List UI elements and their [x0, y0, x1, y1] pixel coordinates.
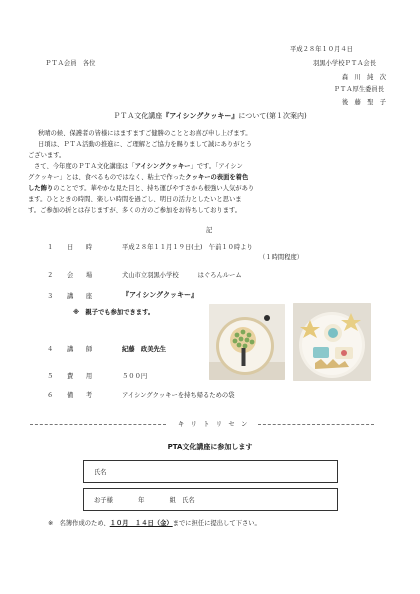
child-info-field[interactable]	[83, 488, 338, 511]
sender-line-4: 後 藤 聖 子	[341, 99, 386, 106]
sender-line-2: 森 川 純 次	[341, 74, 386, 81]
intro-line-3	[28, 183, 400, 194]
intro-line-2	[28, 172, 400, 183]
detail-value-date: 平成２８年１１月１９日(土) 午前１０時より	[122, 244, 253, 251]
detail-num-6: ６	[47, 392, 54, 399]
detail-value-cost: ５００円	[122, 373, 148, 380]
intro-bold-surface: クッキーの表面を着色	[185, 174, 249, 181]
document-title	[0, 111, 420, 121]
detail-num-2: ２	[47, 272, 54, 279]
footer-prefix: ※ 名簿作成のため、	[48, 520, 110, 527]
detail-label-venue: 会 場	[67, 272, 93, 279]
title-highlight: 『アイシングクッキー』	[162, 112, 239, 120]
greeting-paragraph	[28, 128, 400, 161]
detail-value-instructor: 紀藤 政美先生	[122, 346, 167, 353]
sender-line-1: 羽黒小学校ＰＴＡ会長	[313, 60, 376, 67]
detail-label-instructor: 講 師	[67, 346, 93, 353]
document-date: 平成２８年１０月４日	[290, 46, 353, 53]
tree-cookie-photo	[209, 304, 285, 380]
detail-label-cost: 費 用	[67, 373, 93, 380]
footer-suffix: までに担任に提出して下さい。	[172, 520, 261, 527]
intro-text: さて、今年度のＰＴＡ文化講座は「	[34, 163, 135, 170]
child-info-label: お子様 年 組 氏名	[94, 497, 195, 504]
intro-text: 」です。「アイシン	[190, 163, 243, 170]
intro-bold-decoration: した飾り	[28, 185, 54, 192]
greeting-line-1: 秋晴の候、保護者の皆様にはますますご健勝のこととお喜び申し上げます。	[38, 130, 252, 137]
greeting-line-2: 日頃は、ＰＴＡ活動の推進に、ご理解とご協力を賜りまして誠にありがとう	[38, 141, 253, 148]
detail-value-course: 『アイシングクッキー』	[122, 291, 199, 299]
intro-line-1	[28, 161, 400, 172]
addressee: ＰＴＡ会員 各位	[45, 60, 96, 67]
form-title: PTA文化講座に参加します	[167, 443, 253, 451]
intro-bold-cookie: アイシングクッキー	[134, 163, 191, 170]
detail-num-3: ３	[47, 293, 54, 300]
footer-deadline: １０月 １４日（金）	[109, 520, 173, 527]
cut-line-label: キ リ ト リ セ ン	[178, 421, 248, 428]
ki-marker: 記	[206, 227, 213, 234]
detail-num-1: １	[47, 244, 54, 251]
sender-line-3: ＰＴＡ厚生委員長	[333, 86, 384, 93]
tree-cookie-image	[209, 304, 285, 380]
title-prefix: ＰＴＡ文化講座	[113, 112, 163, 120]
assorted-cookies-image	[293, 303, 371, 381]
detail-value-venue: 犬山市立羽黒小学校 はぐろんルーム	[122, 272, 242, 279]
name-field-label: 氏名	[94, 469, 107, 476]
detail-value-remarks: アイシングクッキーを持ち帰るための袋	[122, 392, 235, 399]
detail-num-5: ５	[47, 373, 54, 380]
name-field[interactable]	[83, 460, 338, 483]
detail-label-date: 日 時	[67, 244, 93, 251]
intro-line-4: ます。ひとときの時間、楽しい時間を過ごし、明日の活力としたいと思いま	[28, 196, 242, 203]
detail-value-duration: （１時間程度）	[259, 254, 304, 261]
title-suffix: について(第１次案内)	[238, 112, 307, 120]
intro-paragraph	[28, 161, 400, 216]
assorted-cookies-photo	[293, 303, 371, 381]
detail-label-course: 講 座	[67, 293, 93, 300]
intro-text: のことです。華やかな見た目と、持ち運びやすさから根強い人気があり	[53, 185, 255, 192]
intro-line-5: す。ご参加の折とは存じますが、多くの方のご参加をお待ちしております。	[28, 207, 242, 214]
footer-note	[48, 518, 261, 527]
detail-label-remarks: 備 考	[67, 392, 93, 399]
intro-text: グクッキー」とは、食べるものではなく、粘土で作った	[28, 174, 186, 181]
note-children: ※ 親子でも参加できます。	[73, 309, 155, 316]
cut-line-left	[30, 424, 166, 425]
detail-num-4: ４	[47, 346, 54, 353]
cut-line-right	[258, 424, 374, 425]
greeting-line-3: ございます。	[28, 152, 66, 159]
